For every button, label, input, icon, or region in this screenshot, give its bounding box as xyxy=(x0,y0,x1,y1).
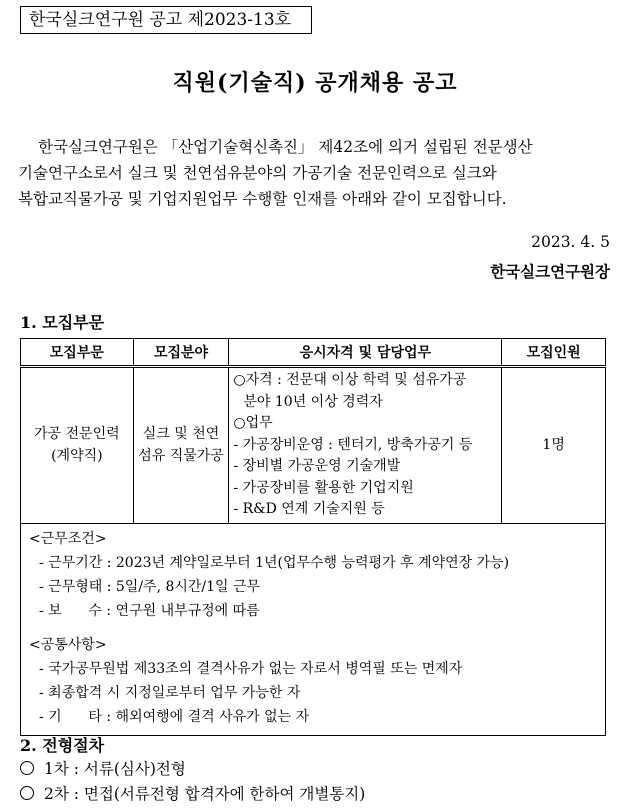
procedure-step xyxy=(20,757,186,779)
common-heading: <공통사항> xyxy=(29,636,107,653)
intro-line: 기술연구소로서 실크 및 천연섬유분야의 가공기술 전문인력으로 실크와 xyxy=(18,164,497,182)
table-header: 모집분야 xyxy=(133,339,229,367)
step-text: 2차 : 면접(서류전형 합격자에 한하여 개별통지) xyxy=(44,785,366,803)
duty-line: - 가공장비를 활용한 기업지원 xyxy=(233,479,414,496)
circle-bullet-icon xyxy=(20,786,34,800)
field-cell xyxy=(133,367,229,524)
common-item: - 국가공무원법 제33조의 결격사유가 없는 자로서 병역필 또는 면제자 xyxy=(39,660,463,677)
step-text: 1차 : 서류(심사)전형 xyxy=(44,760,186,778)
conditions-heading: <근무조건> xyxy=(29,530,107,547)
duties-cell xyxy=(229,367,502,524)
duty-line: - 장비별 가공운영 기술개발 xyxy=(233,458,401,474)
duty-line: ○자격 : 전문대 이상 학력 및 섬유가공 xyxy=(233,372,467,388)
table-row xyxy=(21,367,606,524)
duty-line: - 가공장비운영 : 텐터기, 방축가공기 등 xyxy=(233,436,473,453)
section-heading-recruitment: 1. 모집부문 xyxy=(20,313,105,332)
announcement-date: 2023. 4. 5 xyxy=(531,233,610,251)
condition-item: - 근무형태 : 5일/주, 8시간/1일 근무 xyxy=(39,578,261,595)
issuer-name: 한국실크연구원장 xyxy=(490,262,610,281)
table-header: 응시자격 및 담당업무 xyxy=(229,339,502,367)
field-line: 실크 및 천연 xyxy=(142,426,220,443)
duty-line: - R&D 연계 기술지원 등 xyxy=(233,501,385,517)
condition-item: - 보 수 : 연구원 내부규정에 따름 xyxy=(39,602,260,619)
common-item: - 최종합격 시 지정일로부터 업무 가능한 자 xyxy=(39,684,301,701)
table-header: 모집부문 xyxy=(21,339,134,367)
section-heading-procedure: 2. 전형절차 xyxy=(20,736,105,755)
intro-paragraph xyxy=(18,134,612,212)
dept-cell xyxy=(21,367,134,524)
duty-line: 분야 10년 이상 경력자 xyxy=(243,393,383,410)
common-item: - 기 타 : 해외여행에 결격 사유가 없는 자 xyxy=(39,708,310,725)
page-title: 직원(기술직) 공개채용 공고 xyxy=(172,70,458,96)
procedure-step xyxy=(20,782,365,804)
conditions-row xyxy=(21,523,606,735)
notice-number: 한국실크연구원 공고 제2023-13호 xyxy=(20,6,312,34)
table-header-row xyxy=(21,339,606,367)
circle-bullet-icon xyxy=(20,761,34,775)
conditions-cell xyxy=(21,523,606,735)
condition-item: - 근무기간 : 2023년 계약일로부터 1년(업무수행 능력평가 후 계약연장 가능) xyxy=(39,554,510,571)
table-header: 모집인원 xyxy=(502,339,606,367)
dept-line: (계약직) xyxy=(51,448,103,465)
duty-line: ○업무 xyxy=(233,415,273,431)
intro-line: 한국실크연구원은 「산업기술혁신촉진」 제42조에 의거 설립된 전문생산 xyxy=(38,138,533,156)
recruitment-table xyxy=(20,338,606,736)
dept-line: 가공 전문인력 xyxy=(34,426,120,443)
headcount-cell: 1명 xyxy=(502,367,606,524)
field-line: 섬유 직물가공 xyxy=(138,448,224,465)
intro-line: 복합교직물가공 및 기업지원업무 수행할 인재를 아래와 같이 모집합니다. xyxy=(18,190,507,208)
